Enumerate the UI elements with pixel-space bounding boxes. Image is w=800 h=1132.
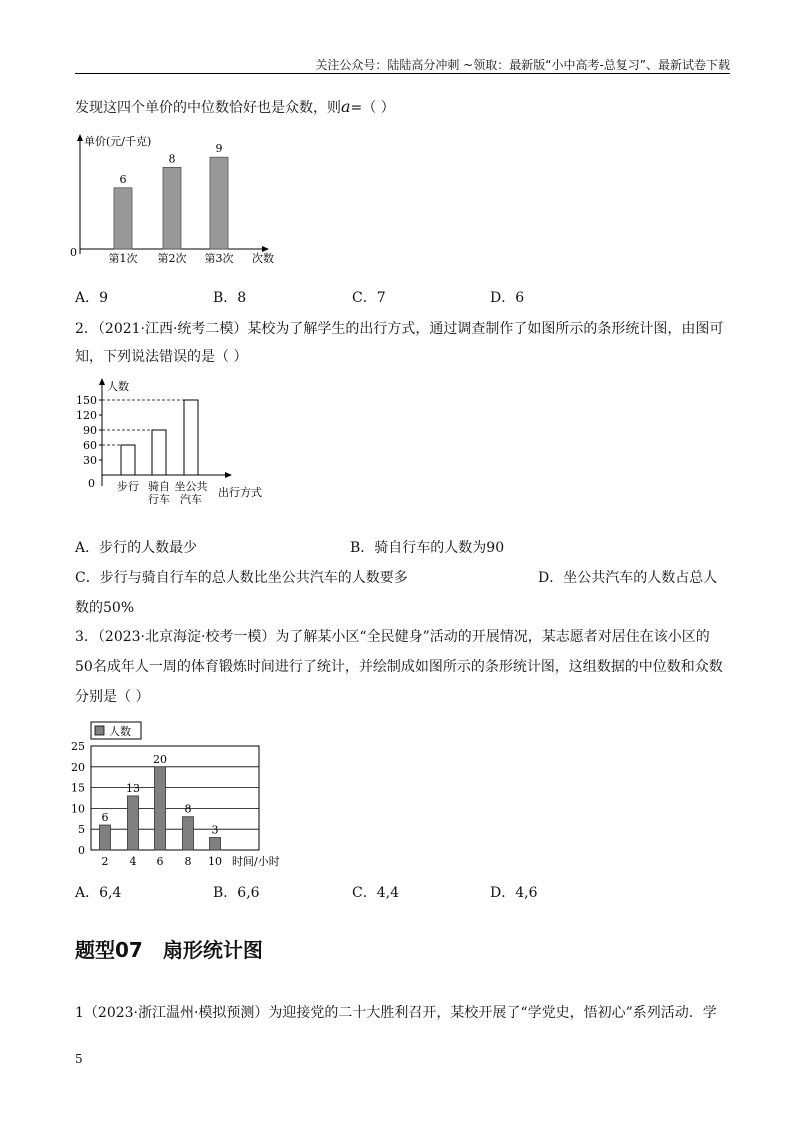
chart3-bar (128, 796, 139, 850)
chart2-origin: 0 (88, 477, 95, 490)
chart3-plot-frame (91, 746, 259, 850)
chart3-y-tick-label: 15 (71, 781, 85, 795)
chart1-xlabel: 次数 (252, 252, 274, 265)
chart1-data-label: 8 (168, 152, 176, 166)
chart1-data-label: 9 (215, 142, 223, 156)
chart2-bar (152, 430, 166, 475)
chart3-y-tick-label: 25 (71, 740, 85, 753)
chart3-bar (100, 825, 111, 850)
chart3-y-tick-label: 10 (71, 802, 85, 816)
chart3-y-tick-label: 5 (78, 823, 85, 837)
q1-option-d[interactable]: D．6 (490, 290, 525, 306)
chart2-xlabel: 出行方式 (218, 486, 262, 499)
q1-stem-text: 发现这四个单价的中位数恰好也是众数，则 (75, 100, 341, 116)
q3-stem-line2: 50名成年人一周的体育锻炼时间进行了统计，并绘制成如图所示的条形统计图，这组数据的中位数和众数 (75, 659, 723, 675)
chart3-category-label: 4 (129, 855, 137, 868)
chart2-category-label: 骑自 (148, 480, 170, 493)
q2-stem-line1: 2．（2021·江西·统考二模）某校为了解学生的出行方式，通过调查制作了如图所示的条形统计图，由图可 (75, 321, 724, 337)
q3-option-a[interactable]: A．6,4 (75, 885, 122, 901)
chart3-data-label: 13 (126, 781, 140, 795)
q2-option-d[interactable]: D．坐公共汽车的人数占总人 (538, 570, 718, 586)
page-header: 关注公众号：陆陆高分冲刺 ~领取：最新版“小中高考-总复习”、最新试卷下载 (315, 58, 730, 72)
chart2-category-label: 步行 (117, 480, 139, 493)
chart2-category-label: 行车 (148, 493, 170, 506)
chart3-category-label: 8 (184, 855, 192, 868)
q3-stem-line3: 分别是（ ） (75, 689, 150, 705)
chart2-y-tick-label: 30 (83, 454, 97, 467)
chart2-x-arrow (225, 472, 232, 478)
q1-stem-tail: =（ ） (350, 100, 395, 116)
chart3-data-label: 3 (211, 823, 219, 837)
chart3-y-tick-label: 20 (71, 760, 85, 774)
q2-stem-line2: 知，下列说法错误的是（ ） (75, 349, 248, 365)
chart3-category-label: 2 (101, 855, 109, 868)
chart3-data-label: 8 (184, 802, 192, 816)
chart-exercise-time (65, 718, 305, 868)
q3-option-b[interactable]: B．6,6 (213, 885, 260, 901)
section-title: 题型07 扇形统计图 (75, 938, 263, 962)
q2-option-b[interactable]: B．骑自行车的人数为90 (350, 540, 505, 556)
chart1-bar (163, 167, 181, 249)
chart3-data-label: 6 (101, 811, 109, 825)
chart2-y-tick-label: 90 (83, 424, 97, 437)
q1-option-a[interactable]: A．9 (75, 290, 109, 306)
chart3-bar (155, 767, 166, 850)
chart3-legend-swatch (95, 726, 104, 735)
chart2-y-tick-label: 60 (83, 439, 97, 452)
chart1-bar (114, 188, 132, 249)
q2-option-c[interactable]: C．步行与骑自行车的总人数比坐公共汽车的人数要多 (75, 570, 408, 586)
q3-option-c[interactable]: C．4,4 (352, 885, 399, 901)
chart3-data-label: 20 (153, 752, 167, 766)
chart1-data-label: 6 (119, 172, 127, 186)
q1-option-b[interactable]: B．8 (213, 290, 247, 306)
q1-variable: a (341, 97, 351, 116)
chart1-origin: 0 (70, 246, 77, 259)
chart2-category-label: 坐公共 (174, 480, 208, 493)
q3-option-d[interactable]: D．4,6 (490, 885, 538, 901)
q2-option-d-cont: 数的50% (75, 600, 135, 616)
chart3-xlabel: 时间/小时 (232, 855, 280, 868)
chart1-ylabel: 单价(元/千克) (84, 135, 152, 148)
q4-stem: 1（2023·浙江温州·模拟预测）为迎接党的二十大胜利召开，某校开展了“学党史，悟初心”系列活动．学 (75, 1005, 717, 1021)
q3-stem-line1: 3．（2023·北京海淀·校考一模）为了解某小区“全民健身”活动的开展情况，某志愿者对居住在该小区的 (75, 629, 710, 645)
chart1-y-arrow (77, 134, 83, 141)
chart3-y-tick-label: 0 (78, 844, 85, 857)
page-number: 5 (75, 1052, 83, 1066)
chart2-ylabel: 人数 (107, 380, 129, 393)
chart1-category-label: 第3次 (204, 252, 234, 265)
chart1-bar (210, 157, 228, 249)
q1-stem (75, 96, 395, 119)
chart-unit-price (60, 130, 290, 275)
chart2-y-tick-label: 150 (76, 394, 97, 407)
chart3-bar (183, 817, 194, 850)
chart2-bar (121, 445, 135, 475)
chart2-bar (184, 400, 198, 475)
q2-option-a[interactable]: A．步行的人数最少 (75, 540, 198, 556)
chart3-legend-label: 人数 (109, 725, 131, 738)
chart2-category-label: 汽车 (180, 493, 202, 506)
chart2-y-tick-label: 120 (76, 409, 97, 422)
chart1-category-label: 第1次 (108, 252, 138, 265)
chart3-category-label: 10 (208, 855, 222, 868)
chart1-category-label: 第2次 (157, 252, 187, 265)
header-rule (75, 73, 730, 74)
chart-travel-mode (75, 374, 275, 514)
chart2-y-arrow (99, 378, 105, 385)
q1-option-c[interactable]: C．7 (352, 290, 386, 306)
chart3-bar (210, 838, 221, 850)
chart3-category-label: 6 (156, 855, 164, 868)
